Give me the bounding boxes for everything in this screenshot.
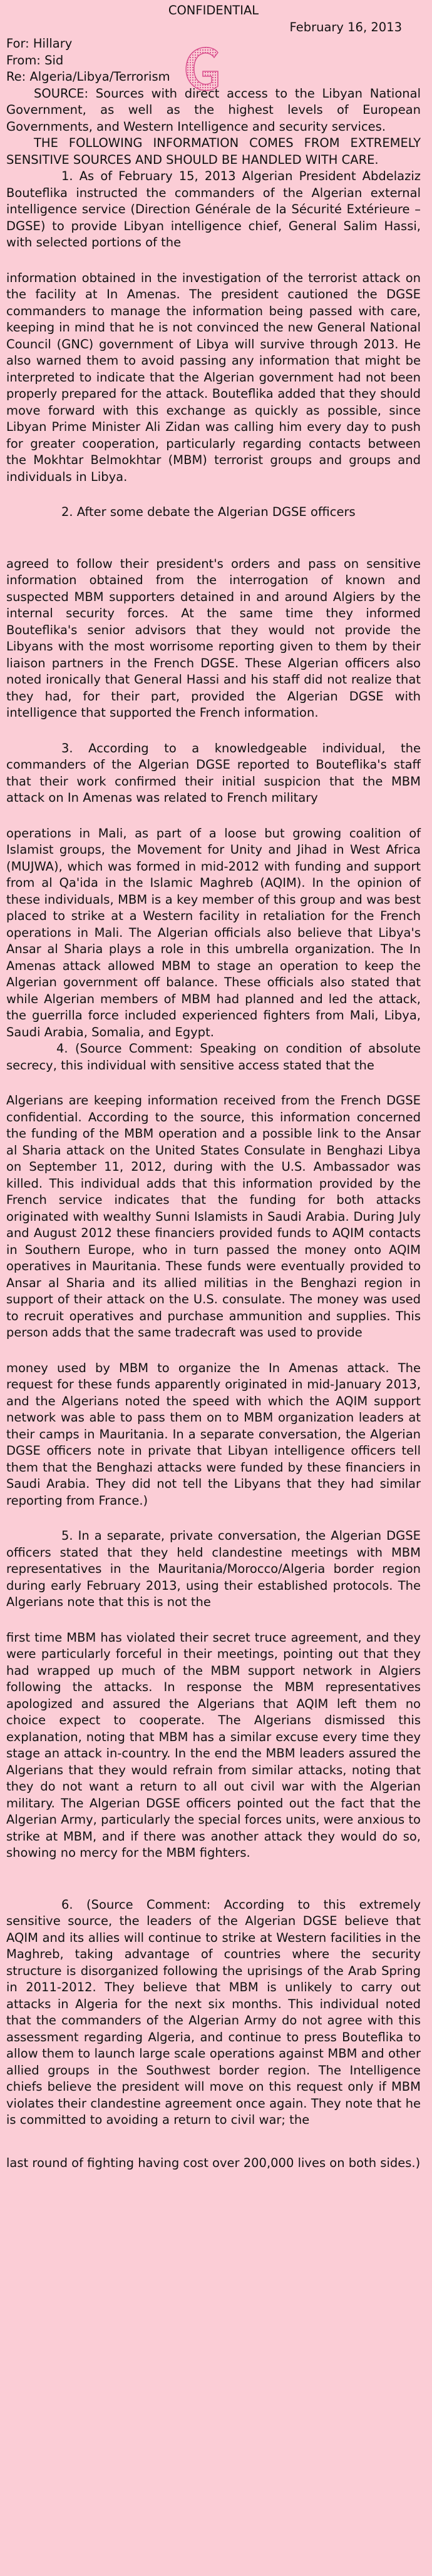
paragraph-2-continued: agreed to follow their president's orders and pass on sensitive information obtained from the interrogation of known and suspected MBM supporters detained in and around Algiers by the internal security forces. At the same time they informed Bouteflika's senior advisors that they would not provide the Libyans with the most worrisome reporting given to them by their liaison partners in the French DGSE. These Algerian officers also noted ironically that General Hassi and his staff did not realize that they had, for their part, provided the Algerian DGSE with intelligence that supported the French information. xyxy=(6,556,421,720)
paragraph-4-start: 4. (Source Comment: Speaking on condition of absolute secrecy, this individual with sensitive access stated that the xyxy=(6,1041,421,1073)
document-body xyxy=(6,3,421,2171)
paragraph-source: SOURCE: Sources with direct access to the Libyan National Government, as well as the highest levels of European Governments, and Western Intelligence and security services. xyxy=(6,86,421,134)
paragraph-5-continued: first time MBM has violated their secret truce agreement, and they were particularly forceful in their meetings, pointing out that they had wrapped up much of the MBM support network in Algiers following the attacks. In response the MBM representatives apologized and assured the Algerians that AQIM left them no choice expect to cooperate. The Algerians dismissed this explanation, noting that MBM has a similar excuse every time they stage an attack in-country. In the end the MBM leaders assured the Algerians that they would refrain from similar attacks, noting that they do not want a return to all out civil war with the Algerian military. The Algerian DGSE officers pointed out the fact that the Algerian Army, particularly the special forces units, were anxious to strike at MBM, and if there was another attack they would do so, showing no mercy for the MBM fighters. xyxy=(6,1630,421,1860)
paragraph-1-start: 1. As of February 15, 2013 Algerian President Abdelaziz Bouteflika instructed the commanders of the Algerian external intelligence service (Direction Générale de la Sécurité Extérieure – DGSE) to provide Libyan intelligence chief, General Salim Hassi, with selected portions of the xyxy=(6,169,421,250)
paragraph-5-start: 5. In a separate, private conversation, the Algerian DGSE officers stated that they held clandestine meetings with MBM representatives in the Mauritania/Morocco/Algeria border region during early February 2013, using their established protocols. The Algerians note that this is not the xyxy=(6,1528,421,1609)
memo-from: From: Sid xyxy=(6,53,64,68)
paragraph-2-start: 2. After some debate the Algerian DGSE officers xyxy=(61,505,356,519)
paragraph-6: 6. (Source Comment: According to this extremely sensitive source, the leaders of the Algerian DGSE believe that AQIM and its allies will continue to strike at Western facilities in the Maghreb, taking advantage of countries where the security structure is disorganized following the uprisings of the Arab Spring in 2011-2012. They believe that MBM is unlikely to carry out attacks in Algeria for the next six months. This individual noted that the commanders of the Algerian Army do not agree with this assessment regarding Algeria, and continue to press Bouteflika to allow them to launch large scale operations against MBM and other allied groups in the Southwest border region. The Intelligence chiefs believe the president will move on this request only if MBM violates their clandestine agreement once again. They note that he is committed to avoiding a return to civil war; the xyxy=(6,1897,421,2127)
memo-to: For: Hillary xyxy=(6,36,73,51)
paragraph-4-continued: Algerians are keeping information received from the French DGSE confidential. According to the source, this information concerned the funding of the MBM operation and a possible link to the Ansar al Sharia attack on the United States Consulate in Benghazi Libya on September 11, 2012, during with the U.S. Ambassador was killed. This individual adds that this information provided by the French service indicates that the funding for both attacks originated with wealthy Sunni Islamists in Saudi Arabia. During July and August 2012 these financiers provided funds to AQIM contacts in Southern Europe, who in turn passed the money onto AQIM operatives in Mauritania. These funds were eventually provided to Ansar al Sharia and its allied militias in the Benghazi region in support of their attack on the U.S. consulate. The money was used to recruit operatives and purchase ammunition and supplies. This person adds that the same tradecraft was used to provide xyxy=(6,1093,421,1340)
memo-date: February 16, 2013 xyxy=(289,19,402,34)
paragraph-1-continued: information obtained in the investigation of the terrorist attack on the facility at In Amenas. The president cautioned the DGSE commanders to manage the information being passed with care, keeping in mind that he is not convinced the new General National Council (GNC) government of Libya will survive through 2013. He also warned them to avoid passing any information that might be interpreted to indicate that the Algerian government had not been properly prepared for the attack. Bouteflika added that they should move forward with this exchange as quickly as possible, since Libyan Prime Minister Ali Zidan was calling him every day to push for greater cooperation, particularly regarding contacts between the Mokhtar Belmokhtar (MBM) terrorist groups and groups and individuals in Libya. xyxy=(6,270,421,484)
paragraph-3-start: 3. According to a knowledgeable individual, the commanders of the Algerian DGSE reported to Bouteflika's staff that their work confirmed their initial suspicion that the MBM attack on In Amenas was related to French military xyxy=(6,740,421,805)
classification-marking: CONFIDENTIAL xyxy=(168,3,259,18)
paragraph-6-final: last round of fighting having cost over 200,000 lives on both sides.) xyxy=(6,2155,421,2170)
paragraph-3-continued: operations in Mali, as part of a loose but growing coalition of Islamist groups, the Movement for Unity and Jihad in West Africa (MUJWA), which was formed in mid-2012 with funding and support from al Qa'ida in the Islamic Maghreb (AQIM). In the opinion of these individuals, MBM is a key member of this group and was best placed to strike at a Western facility in retaliation for the French operations in Mali. The Algerian officials also believe that Libya's Ansar al Sharia plays a role in this umbrella organization. The In Amenas attack allowed MBM to stage an operation to keep the Algerian government off balance. These officials also stated that while Algerian members of MBM had planned and led the attack, the guerrilla force included experienced fighters from Mali, Libya, Saudi Arabia, Somalia, and Egypt. xyxy=(6,826,421,1039)
paragraph-4-final: money used by MBM to organize the In Amenas attack. The request for these funds apparently originated in mid-January 2013, and the Algerians noted the speed with which the AQIM support network was able to pass them on to MBM organization leaders at their camps in Mauritania. In a separate conversation, the Algerian DGSE officers note in private that Libyan intelligence officers tell them that the Benghazi attacks were funded by these financiers in Saudi Arabia. They did not tell the Libyans that they had similar reporting from France.) xyxy=(6,1360,421,1508)
paragraph-warning: THE FOLLOWING INFORMATION COMES FROM EXTREMELY SENSITIVE SOURCES AND SHOULD BE HANDLED WITH CARE. xyxy=(6,136,421,167)
memo-subject: Re: Algeria/Libya/Terrorism xyxy=(6,69,170,84)
